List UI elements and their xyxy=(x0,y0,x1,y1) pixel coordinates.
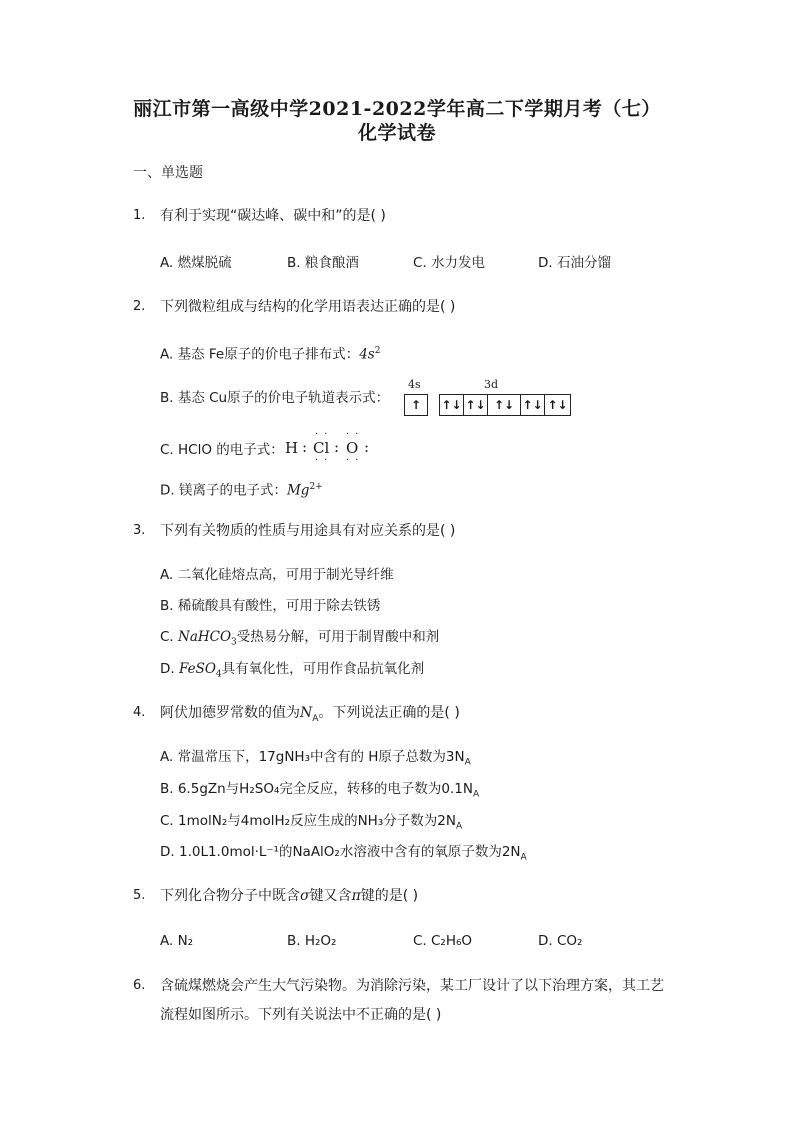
q3-option-d xyxy=(160,660,424,684)
q5-number: 5. xyxy=(133,888,146,903)
q4-text-post: 。下列说法正确的是( ) xyxy=(318,705,460,721)
orbital-label-3d: 3d xyxy=(484,378,499,391)
section-label: 一、单选题 xyxy=(133,165,203,181)
q4-option-a-text: A. 常温常压下，17gNH₃中含有的 H原子总数为3N xyxy=(160,749,465,765)
q4-option-b-sub: A xyxy=(472,789,480,800)
q3-option-c xyxy=(160,628,439,652)
q1-option-a: A. 燃煤脱硫 xyxy=(160,255,232,271)
q2-option-a-sup: 2 xyxy=(374,346,381,356)
q4-text xyxy=(160,704,460,728)
q2-option-c-prefix: C. HClO 的电子式： xyxy=(160,442,284,458)
q3-text: 下列有关物质的性质与用途具有对应关系的是( ) xyxy=(160,523,456,539)
q4-option-a-sub: A xyxy=(464,757,471,768)
q5-option-d: D. CO₂ xyxy=(538,933,583,949)
q4-option-c-text: C. 1molN₂与4molH₂反应生成的NH₃分子数为2N xyxy=(160,813,456,829)
orbital-box-4s: ↑ xyxy=(404,394,428,416)
q2-option-d-prefix: D. 镁离子的电子式： xyxy=(160,482,287,499)
orbital-box-3d: ↑↓ xyxy=(439,394,464,416)
q3-option-a: A. 二氧化硅熔点高，可用于制光导纤维 xyxy=(160,567,394,583)
q4-text-pre: 阿伏加德罗常数的值为 xyxy=(160,705,300,721)
q3-option-d-formula: FeSO xyxy=(178,661,216,677)
electron-formula-o: O xyxy=(346,439,359,457)
q1-option-d: D. 石油分馏 xyxy=(538,255,611,271)
electron-formula-cl: Cl xyxy=(313,439,330,457)
orbital-label-4s: 4s xyxy=(408,378,421,391)
q4-option-c-sub: A xyxy=(455,821,463,832)
q4-option-d xyxy=(160,843,527,867)
pi-symbol: π xyxy=(351,888,361,904)
q2-option-b-prefix: B. 基态 Cu原子的价电子轨道表示式： xyxy=(160,390,390,406)
q4-option-b-text: B. 6.5gZn与H₂SO₄完全反应，转移的电子数为0.1N xyxy=(160,781,473,797)
orbital-box-3d: ↑↓ xyxy=(520,394,545,416)
q4-number: 4. xyxy=(133,705,146,720)
exam-title-line2: 化学试卷 xyxy=(357,122,436,144)
q2-text: 下列微粒组成与结构的化学用语表达正确的是( ) xyxy=(160,299,456,315)
q6-text-line1: 含硫煤燃烧会产生大气污染物。为消除污染，某工厂设计了以下治理方案，其工艺 xyxy=(160,978,664,994)
orbital-box-3d: ↑↓ xyxy=(487,394,521,416)
q2-option-a-prefix: A. 基态 Fe原子的价电子排布式： xyxy=(160,346,360,363)
q6-text-line2: 流程如图所示。下列有关说法中不正确的是( ) xyxy=(160,1007,442,1023)
avogadro-sub: A xyxy=(312,713,319,724)
q3-number: 3. xyxy=(133,523,146,538)
lone-pair-dots: ·· xyxy=(346,455,365,466)
q3-option-c-text: 受热易分解，可用于制胃酸中和剂 xyxy=(236,629,440,645)
q5-option-c: C. C₂H₆O xyxy=(413,933,473,949)
q4-option-d-text: D. 1.0L1.0mol·L⁻¹的NaAlO₂水溶液中含有的氧原子数为2N xyxy=(160,844,521,860)
q5-text-pre: 下列化合物分子中既含 xyxy=(160,888,300,904)
q2-option-d-formula: Mg xyxy=(286,482,310,499)
q1-option-c: C. 水力发电 xyxy=(413,255,486,271)
electron-formula-colon: : xyxy=(302,438,308,456)
exam-title-line1: 丽江市第一高级中学2021-2022学年高二下学期月考（七） xyxy=(133,98,661,120)
q3-option-d-text: 具有氧化性，可用作食品抗氧化剂 xyxy=(221,661,425,677)
q3-option-b: B. 稀硫酸具有酸性，可用于除去铁锈 xyxy=(160,598,381,614)
q6-number: 6. xyxy=(133,978,146,993)
q2-number: 2. xyxy=(133,299,146,314)
q2-option-a xyxy=(160,342,380,364)
sigma-symbol: σ xyxy=(300,888,310,904)
electron-formula-h: H xyxy=(285,439,299,457)
q4-option-d-sub: A xyxy=(520,852,527,863)
q3-option-c-label: C. xyxy=(160,629,179,645)
lone-pair-dots: ·· xyxy=(315,455,334,466)
lone-pair-dots: ·· xyxy=(315,429,334,440)
avogadro-symbol: N xyxy=(300,705,313,721)
lone-pair-dots: ·· xyxy=(346,429,365,440)
q2-option-a-formula: 4s xyxy=(359,346,375,363)
q5-text-post: 键的是( ) xyxy=(360,888,419,904)
q5-option-a: A. N₂ xyxy=(160,933,194,949)
electron-formula-colon: : xyxy=(364,438,370,456)
orbital-box-3d: ↑↓ xyxy=(463,394,488,416)
q3-option-d-label: D. xyxy=(160,661,179,677)
q4-option-a xyxy=(160,748,471,772)
q3-option-d-sub: 4 xyxy=(215,669,222,680)
q1-text: 有利于实现“碳达峰、碳中和”的是( ) xyxy=(160,208,386,224)
q3-option-c-formula: NaHCO xyxy=(178,629,232,645)
q5-text-mid: 键又含 xyxy=(309,888,352,904)
q4-option-c xyxy=(160,812,462,836)
q5-text xyxy=(160,887,418,905)
q4-option-b xyxy=(160,780,479,804)
q2-option-d-sup: 2+ xyxy=(309,482,323,492)
orbital-box-3d: ↑↓ xyxy=(544,394,571,416)
q1-option-b: B. 粮食酿酒 xyxy=(287,255,359,271)
q2-option-d xyxy=(160,478,323,500)
electron-formula-colon: : xyxy=(334,438,340,456)
q5-option-b: B. H₂O₂ xyxy=(287,933,337,949)
q3-option-c-sub: 3 xyxy=(231,637,237,648)
q1-number: 1. xyxy=(133,208,146,223)
